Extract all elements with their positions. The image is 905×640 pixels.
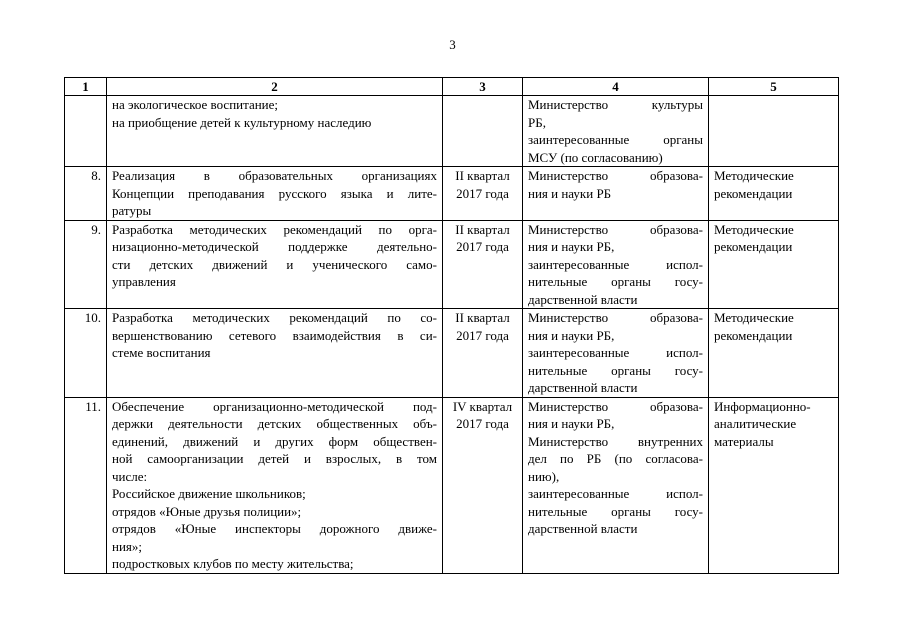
deadline bbox=[443, 397, 523, 573]
event-description-line: вершенствованию сетевого взаимодействия в си- bbox=[112, 327, 437, 343]
responsible-bodies-line: ния и науки РБ, bbox=[528, 239, 615, 254]
table-row bbox=[65, 397, 839, 573]
deadline bbox=[443, 220, 523, 309]
event-description-line: на экологическое воспитание; bbox=[112, 97, 279, 112]
expected-result-line: аналитические bbox=[714, 416, 797, 431]
header-row bbox=[65, 78, 839, 96]
responsible-bodies-line: нительные органы госу- bbox=[528, 274, 703, 289]
responsible-bodies-line: нительные органы госу- bbox=[528, 362, 703, 378]
expected-result bbox=[709, 309, 839, 398]
responsible-bodies-line: нию), bbox=[528, 468, 560, 484]
responsible-bodies-line: заинтересованные испол- bbox=[528, 345, 703, 360]
event-description-line: держки деятельности детских общественных объ- bbox=[112, 416, 437, 431]
deadline-line: IV квартал bbox=[452, 398, 513, 414]
row-number bbox=[65, 96, 107, 167]
responsible-bodies-line: заинтересованные испол- bbox=[528, 486, 703, 501]
responsible-bodies-line: Министерство образова- bbox=[528, 221, 703, 237]
expected-result bbox=[709, 167, 839, 221]
event-description bbox=[107, 167, 443, 221]
responsible-bodies-line: Министерство образова- bbox=[528, 168, 703, 183]
event-description-line: управления bbox=[112, 274, 176, 289]
expected-result-line: Методические bbox=[714, 221, 794, 237]
deadline-line: 2017 года bbox=[456, 327, 509, 343]
event-description-line: Российское движение школьников; bbox=[112, 486, 306, 501]
event-description-line: Разработка методических рекомендаций по орга- bbox=[112, 221, 437, 237]
event-description-line: отрядов «Юные друзья полиции»; bbox=[112, 503, 302, 519]
plan-table bbox=[64, 77, 839, 574]
event-description-line: подростковых клубов по месту жительства; bbox=[112, 556, 354, 571]
event-description bbox=[107, 397, 443, 573]
responsible-bodies bbox=[523, 167, 709, 221]
event-description-line: на приобщение детей к культурному наследию bbox=[112, 114, 372, 130]
responsible-bodies-line: Министерство образова- bbox=[528, 398, 703, 414]
table-row bbox=[65, 96, 839, 167]
responsible-bodies-line: дарственной власти bbox=[528, 291, 638, 307]
deadline bbox=[443, 167, 523, 221]
responsible-bodies bbox=[523, 397, 709, 573]
expected-result-line: рекомендации bbox=[714, 185, 793, 201]
event-description-line: Разработка методических рекомендаций по со- bbox=[112, 310, 437, 325]
event-description bbox=[107, 96, 443, 167]
responsible-bodies-line: Министерство образова- bbox=[528, 310, 703, 325]
expected-result-line: Методические bbox=[714, 310, 794, 325]
responsible-bodies-line: заинтересованные испол- bbox=[528, 256, 703, 272]
responsible-bodies-line: дарственной власти bbox=[528, 380, 638, 395]
row-number: 10. bbox=[65, 309, 107, 398]
responsible-bodies bbox=[523, 96, 709, 167]
deadline-line: II квартал bbox=[455, 168, 510, 183]
row-number: 9. bbox=[65, 220, 107, 309]
expected-result-line: рекомендации bbox=[714, 327, 793, 343]
event-description bbox=[107, 220, 443, 309]
expected-result bbox=[709, 397, 839, 573]
event-description-line: ния»; bbox=[112, 538, 143, 554]
deadline-line: II квартал bbox=[455, 310, 510, 325]
header-cell-3: 3 bbox=[443, 78, 523, 96]
responsible-bodies bbox=[523, 220, 709, 309]
event-description-line: Концепции преподавания русского языка и лите- bbox=[112, 185, 437, 201]
header-cell-5: 5 bbox=[709, 78, 839, 96]
expected-result bbox=[709, 220, 839, 309]
row-number: 11. bbox=[65, 397, 107, 573]
deadline-line: II квартал bbox=[455, 221, 510, 237]
responsible-bodies-line: дел по РБ (по согласова- bbox=[528, 451, 703, 466]
event-description-line: единений, движений и других форм обществен- bbox=[112, 433, 437, 449]
table-row bbox=[65, 220, 839, 309]
responsible-bodies-line: Министерство внутренних bbox=[528, 433, 703, 449]
responsible-bodies-line: дарственной власти bbox=[528, 521, 638, 536]
page-number: 3 bbox=[449, 37, 456, 52]
event-description-line: отрядов «Юные инспекторы дорожного движе- bbox=[112, 521, 437, 536]
responsible-bodies-line: ния и науки РБ, bbox=[528, 416, 615, 431]
deadline bbox=[443, 309, 523, 398]
row-number: 8. bbox=[65, 167, 107, 221]
responsible-bodies-line: РБ, bbox=[528, 114, 546, 130]
table-row bbox=[65, 309, 839, 398]
expected-result-line: рекомендации bbox=[714, 239, 793, 254]
table-row bbox=[65, 167, 839, 221]
responsible-bodies-line: нительные органы госу- bbox=[528, 503, 703, 519]
event-description-line: числе: bbox=[112, 468, 148, 484]
responsible-bodies-line: МСУ (по согласованию) bbox=[528, 149, 663, 165]
header-cell-2: 2 bbox=[107, 78, 443, 96]
responsible-bodies-line: ния и науки РБ, bbox=[528, 327, 615, 343]
expected-result-line: материалы bbox=[714, 433, 774, 449]
deadline-line: 2017 года bbox=[456, 416, 509, 431]
event-description-line: стеме воспитания bbox=[112, 345, 211, 360]
responsible-bodies-line: заинтересованные органы bbox=[528, 132, 703, 147]
deadline-line: 2017 года bbox=[456, 239, 509, 254]
event-description-line: ной самоорганизации детей и взрослых, в том bbox=[112, 451, 437, 466]
responsible-bodies bbox=[523, 309, 709, 398]
expected-result-line: Методические bbox=[714, 168, 794, 183]
event-description-line: низационно-методической поддержке деятельно- bbox=[112, 239, 437, 254]
deadline-line: 2017 года bbox=[456, 185, 509, 201]
expected-result bbox=[709, 96, 839, 167]
event-description-line: Обеспечение организационно-методической под- bbox=[112, 398, 437, 414]
responsible-bodies-line: ния и науки РБ bbox=[528, 185, 612, 201]
event-description-line: Реализация в образовательных организациях bbox=[112, 168, 437, 183]
responsible-bodies-line: Министерство культуры bbox=[528, 97, 703, 112]
deadline bbox=[443, 96, 523, 167]
plan-table-body bbox=[65, 96, 839, 574]
event-description-line: ратуры bbox=[112, 203, 152, 218]
event-description bbox=[107, 309, 443, 398]
header-cell-4: 4 bbox=[523, 78, 709, 96]
event-description-line: сти детских движений и ученического само- bbox=[112, 256, 437, 272]
expected-result-line: Информационно- bbox=[714, 398, 811, 414]
header-cell-1: 1 bbox=[65, 78, 107, 96]
